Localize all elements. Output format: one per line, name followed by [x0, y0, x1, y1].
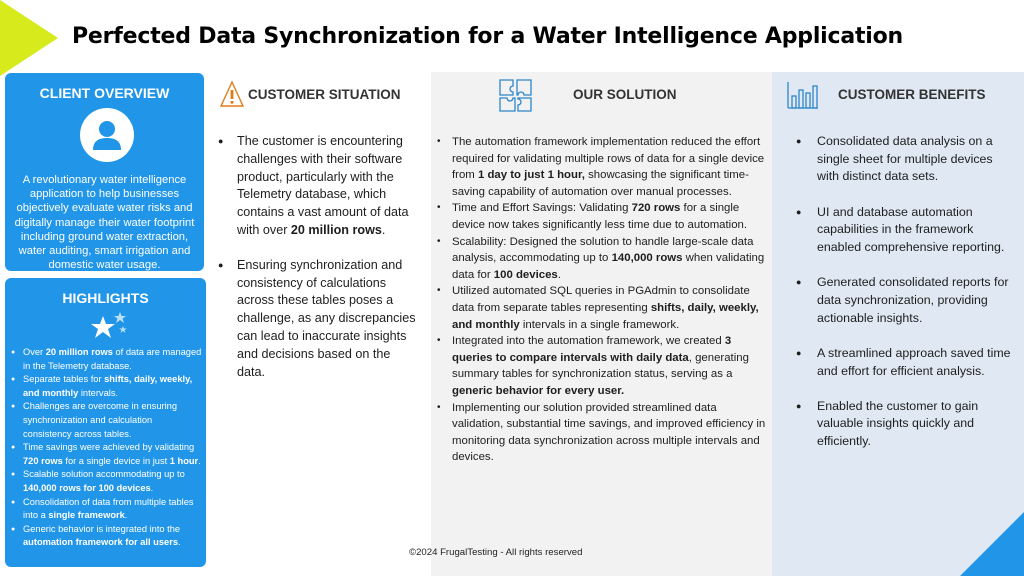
list-item [437, 333, 767, 399]
text-run: Ensuring synchronization and consistency of calculations across these tables poses a challenge, as any discrepancies can lead to inaccurate insights and decisions based on the data. [237, 257, 416, 379]
text-run: Utilized automated SQL queries in PGAdmin to consolidate data from separate tables representing [452, 285, 750, 314]
bold-text: generic behavior for every user. [452, 384, 625, 397]
bold-text: 720 rows [23, 455, 63, 466]
benefits-heading: CUSTOMER BENEFITS [838, 87, 986, 102]
list-item [437, 400, 767, 466]
bold-text: 720 rows [631, 202, 681, 215]
list-item [437, 234, 767, 284]
footer-copyright: ©2024 FrugalTesting - All rights reserved [409, 547, 583, 558]
solution-list [437, 134, 767, 466]
text-run: of data are managed in the Telemetry database. [23, 347, 202, 371]
bold-text: 1 day to just 1 hour, [477, 169, 585, 182]
solution-heading: OUR SOLUTION [573, 87, 677, 102]
list-item [9, 468, 202, 495]
corner-accent-bottom-right [960, 512, 1024, 576]
list-item [216, 133, 416, 240]
bold-text: 140,000 rows [611, 252, 683, 265]
list-item [9, 523, 202, 550]
text-run: . [150, 482, 154, 493]
text-run: showcasing the significant time-saving capability of automation over manual processes. [452, 169, 749, 198]
list-item [9, 400, 202, 441]
text-run: . [557, 268, 561, 281]
bold-text: shifts, daily, weekly, and monthly [23, 374, 193, 398]
list-item [9, 496, 202, 523]
highlights-card [5, 278, 206, 567]
bold-text: 20 million rows [45, 347, 113, 357]
text-run: . [198, 455, 201, 466]
highlights-list [9, 346, 202, 550]
bold-text: 100 devices [493, 268, 558, 281]
client-overview-heading: CLIENT OVERVIEW [39, 85, 170, 101]
list-item [216, 257, 416, 382]
text-run: Generic behavior is integrated into the [23, 523, 181, 534]
text-run: Over [23, 347, 46, 357]
text-run: when validating data for [452, 252, 765, 281]
text-run: Challenges are overcome in ensuring synchronization and calculation consistency across tables. [23, 401, 178, 439]
situation-heading: CUSTOMER SITUATION [248, 87, 401, 102]
bold-text: single framework [48, 510, 125, 521]
user-avatar-icon [80, 108, 134, 162]
benefits-list [796, 133, 1016, 468]
client-overview-card [5, 73, 204, 271]
bold-text: 140,000 rows for 100 devices [23, 482, 151, 493]
benefit-item: ● A streamlined approach saved time and effort for efficient analysis. [796, 345, 1016, 380]
page-title: Perfected Data Synchronization for a Water Intelligence Application [72, 24, 904, 49]
text-run: . [381, 222, 386, 237]
benefit-item: ● Generated consolidated reports for data synchronization, providing actionable insights. [796, 274, 1016, 327]
text-run: intervals. [78, 387, 119, 398]
puzzle-icon [497, 77, 535, 115]
bold-text: 20 million rows [290, 222, 382, 237]
benefit-item: ● UI and database automation capabilities in the framework enabled comprehensive reporting. [796, 204, 1016, 257]
bold-text: shifts, daily, weekly, and monthly [452, 301, 759, 331]
benefit-item: ● Enabled the customer to gain valuable insights quickly and efficiently. [796, 398, 1016, 451]
bold-text: 3 queries to compare intervals with daily data [452, 335, 732, 364]
bold-text: 1 hour [169, 455, 199, 466]
text-run: The customer is encountering challenges with their software product, particularly with the Telemetry database, which contains a vast amount of data with over [237, 134, 409, 237]
text-run: intervals in a single framework. [519, 318, 680, 331]
text-run: Time savings were achieved by validating [23, 442, 195, 453]
text-run: Scalable solution accommodating up to [23, 469, 185, 480]
text-run: Integrated into the automation framework, we created [452, 335, 725, 348]
text-run: , generating summary tables for synchronization status, serving as a [452, 351, 749, 381]
list-item [9, 346, 202, 373]
client-overview-text: A revolutionary water intelligence application to help businesses objectively evaluate water risks and digitally manage their water footprint including ground water extraction, water auditing, smart irrigation and domestic water usage. [14, 174, 195, 272]
bold-text: automation framework for all users [23, 537, 178, 548]
highlights-heading: HIGHLIGHTS [62, 290, 149, 306]
stars-icon [89, 310, 131, 340]
text-run: for a single device in just [62, 455, 170, 466]
bar-chart-icon [786, 80, 820, 110]
text-run: Consolidation of data from multiple tables into a [23, 496, 194, 521]
warning-icon [219, 80, 245, 110]
text-run: for a single device now takes significantly less time due to automation. [452, 202, 748, 231]
list-item [9, 373, 202, 400]
text-run: The automation framework implementation reduced the effort required for validating multiple rows of data for a single device from [452, 136, 765, 182]
text-run: . [124, 510, 128, 521]
benefit-item: ● Consolidated data analysis on a single sheet for multiple devices with distinct data sets. [796, 133, 1016, 186]
list-item [437, 134, 767, 200]
text-run: Implementing our solution provided streamlined data validation, substantial time savings, and improved efficiency in monitoring data synchronization across multiple intervals and devices. [452, 401, 766, 464]
corner-accent-top-left [0, 0, 58, 76]
text-run: Separate tables for [23, 374, 105, 385]
situation-list [216, 133, 416, 398]
text-run: . [178, 537, 181, 548]
list-item [437, 283, 767, 333]
text-run: Scalability: Designed the solution to handle large-scale data analysis, accommodating up to [452, 235, 754, 265]
list-item [437, 200, 767, 233]
text-run: Time and Effort Savings: Validating [452, 202, 632, 215]
list-item [9, 441, 202, 468]
